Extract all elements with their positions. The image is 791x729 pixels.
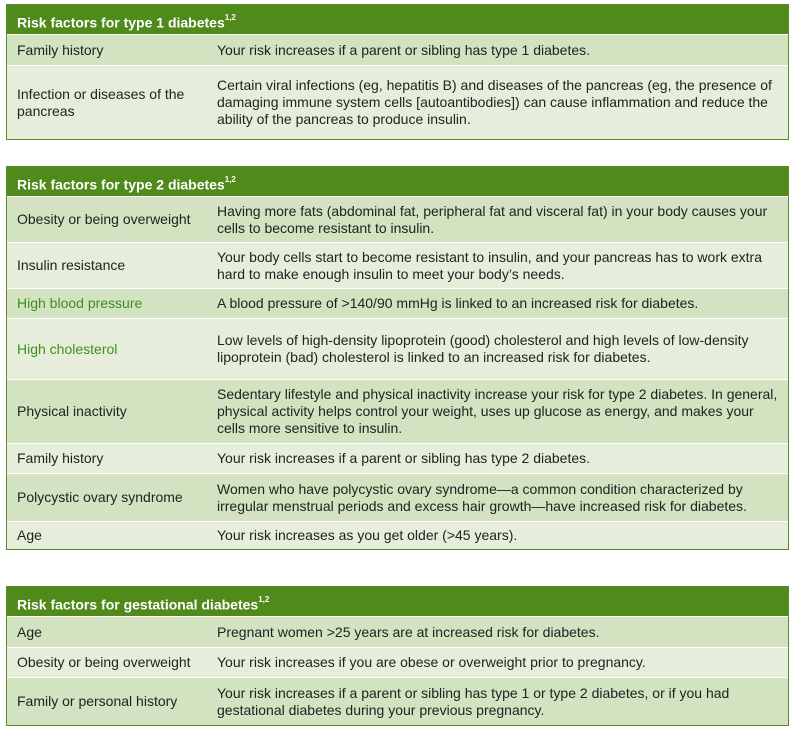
description-cell: Your risk increases as you get older (>45 years). bbox=[217, 527, 518, 543]
factor-link[interactable]: High cholesterol bbox=[17, 340, 118, 357]
description-cell: Your body cells start to become resistant to insulin, and your pancreas has to work extra hard to make enough insulin to meet your body’s needs. bbox=[217, 248, 762, 282]
table-row bbox=[7, 65, 788, 139]
description-cell: Women who have polycystic ovary syndrome—a common condition characterized by irregular menstrual periods and excess hair growth—have increased risk for diabetes. bbox=[217, 480, 747, 514]
factor-cell: Obesity or being overweight bbox=[17, 654, 191, 670]
factor-cell: Age bbox=[17, 527, 42, 543]
table-header bbox=[7, 587, 788, 616]
description-cell: Sedentary lifestyle and physical inactivity increase your risk for type 2 diabetes. In general, physical activity helps control your weight, uses up glucose as energy, and makes your cells more sensitive to insulin. bbox=[217, 386, 778, 436]
reference-superscript: 1,2 bbox=[258, 595, 270, 604]
reference-superscript: 1,2 bbox=[224, 175, 236, 184]
gestational-risk-table bbox=[6, 586, 789, 726]
factor-cell: Family history bbox=[17, 41, 104, 58]
factor-cell: Age bbox=[17, 623, 42, 640]
reference-superscript: 1,2 bbox=[224, 13, 236, 22]
factor-cell: Insulin resistance bbox=[17, 257, 126, 273]
description-cell: Your risk increases if a parent or sibling has type 2 diabetes. bbox=[217, 450, 591, 466]
table-row bbox=[7, 379, 788, 443]
table-row bbox=[7, 34, 788, 65]
table-header bbox=[7, 167, 788, 196]
type2-risk-table bbox=[6, 166, 789, 550]
table-row bbox=[7, 196, 788, 242]
description-cell: Your risk increases if a parent or sibling has type 1 or type 2 diabetes, or if you had gestational diabetes during your previous pregnancy. bbox=[217, 684, 730, 718]
table-title: Risk factors for type 2 diabetes bbox=[17, 176, 225, 193]
factor-cell: Polycystic ovary syndrome bbox=[17, 489, 183, 505]
table-row bbox=[7, 242, 788, 288]
description-cell: Low levels of high-density lipoprotein (good) cholesterol and high levels of low-density lipoprotein (bad) cholesterol is linked to an increased risk for diabetes. bbox=[217, 332, 749, 365]
table-row bbox=[7, 473, 788, 521]
table-row bbox=[7, 521, 788, 549]
table-row bbox=[7, 288, 788, 318]
factor-cell: Family or personal history bbox=[17, 693, 178, 709]
table-row bbox=[7, 616, 788, 647]
description-cell: Your risk increases if you are obese or overweight prior to pregnancy. bbox=[217, 654, 646, 670]
type1-risk-table bbox=[6, 4, 789, 140]
description-cell: Your risk increases if a parent or sibling has type 1 diabetes. bbox=[217, 41, 591, 58]
table-row bbox=[7, 443, 788, 473]
factor-cell: Obesity or being overweight bbox=[17, 211, 191, 227]
table-title: Risk factors for type 1 diabetes bbox=[17, 14, 225, 31]
factor-cell: Physical inactivity bbox=[17, 403, 127, 419]
description-cell: Pregnant women >25 years are at increased risk for diabetes. bbox=[217, 623, 600, 640]
factor-link[interactable]: High blood pressure bbox=[17, 295, 143, 311]
table-title: Risk factors for gestational diabetes bbox=[17, 596, 259, 613]
table-row bbox=[7, 647, 788, 677]
table-row bbox=[7, 318, 788, 379]
description-cell: A blood pressure of >140/90 mmHg is linked to an increased risk for diabetes. bbox=[217, 295, 699, 311]
table-header bbox=[7, 5, 788, 34]
description-cell: Certain viral infections (eg, hepatitis B) and diseases of the pancreas (eg, the presence of damaging immune system cells [autoantibodies]) can cause inflammation and reduce the ability of the pancreas to produce insulin. bbox=[217, 77, 772, 127]
table-row bbox=[7, 677, 788, 725]
description-cell: Having more fats (abdominal fat, peripheral fat and visceral fat) in your body causes your cells to become resistant to insulin. bbox=[217, 202, 768, 236]
factor-cell: Infection or diseases of the pancreas bbox=[17, 85, 185, 119]
factor-cell: Family history bbox=[17, 450, 104, 466]
